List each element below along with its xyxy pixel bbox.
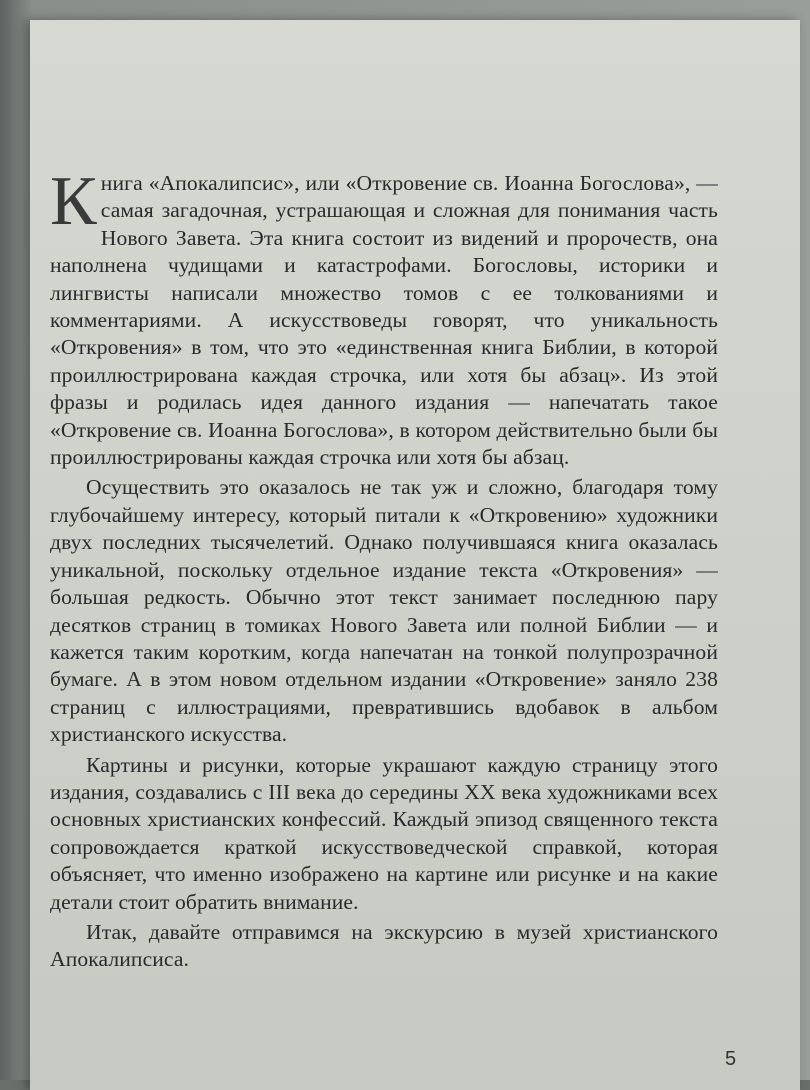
paragraph-2: Осуществить это оказалось не так уж и сложно, благодаря тому глубочайшему интересу, который питали к «Откровению» художники двух последних тысячелетий. Однако получившаяся книга оказалась уникальной, поскольку отдельное издание текста «Откровения» — большая редкость. Обычно этот текст занимает последнюю пару десятков страниц в томиках Нового Завета или полной Библии — и кажется таким коротким, когда напечатан на тонкой полупрозрачной бумаге. А в этом новом отдельном издании «Откровение» заняло 238 страниц с иллюстрациями, превратившись вдобавок в альбом христианского искусства. bbox=[50, 475, 718, 747]
drop-cap: К bbox=[50, 163, 97, 240]
paragraph-3: Картины и рисунки, которые украшают каждую страницу этого издания, создавались с III века до середины XX века художниками всех основных христианских конфессий. Каждый эпизод священного текста сопровождается краткой искусствоведческой справкой, которая объясняет, что именно изображено на картине или рисунке и на какие детали стоит обратить внимание. bbox=[50, 752, 718, 914]
body-text bbox=[50, 163, 718, 977]
paragraph-4: Итак, давайте отправимся на экскурсию в музей христианского Апокалипсиса. bbox=[50, 919, 718, 972]
paragraph-1 bbox=[50, 163, 718, 471]
page-number: 5 bbox=[725, 1048, 737, 1070]
book-page bbox=[30, 20, 800, 1090]
paragraph-1-text: нига «Апокалипсис», или «Откровение св. Иоанна Богослова», — самая загадочная, устрашающая и сложная для понимания часть Нового Завета. Эта книга состоит из видений и пророчеств, она наполнена чудищами и катастрофами. Богословы, историки и лингвисты написали множество томов с ее толкованиями и комментариями. А искусствоведы говорят, что уникальность «Откровения» в том, что это «единственная книга Библии, в которой проиллюстрирована каждая строчка, или хотя бы абзац». Из этой фразы и родилась идея данного издания — напечатать такое «Откровение св. Иоанна Богослова», в котором действительно были бы проиллюстрированы каждая строчка или хотя бы абзац. bbox=[50, 171, 718, 470]
